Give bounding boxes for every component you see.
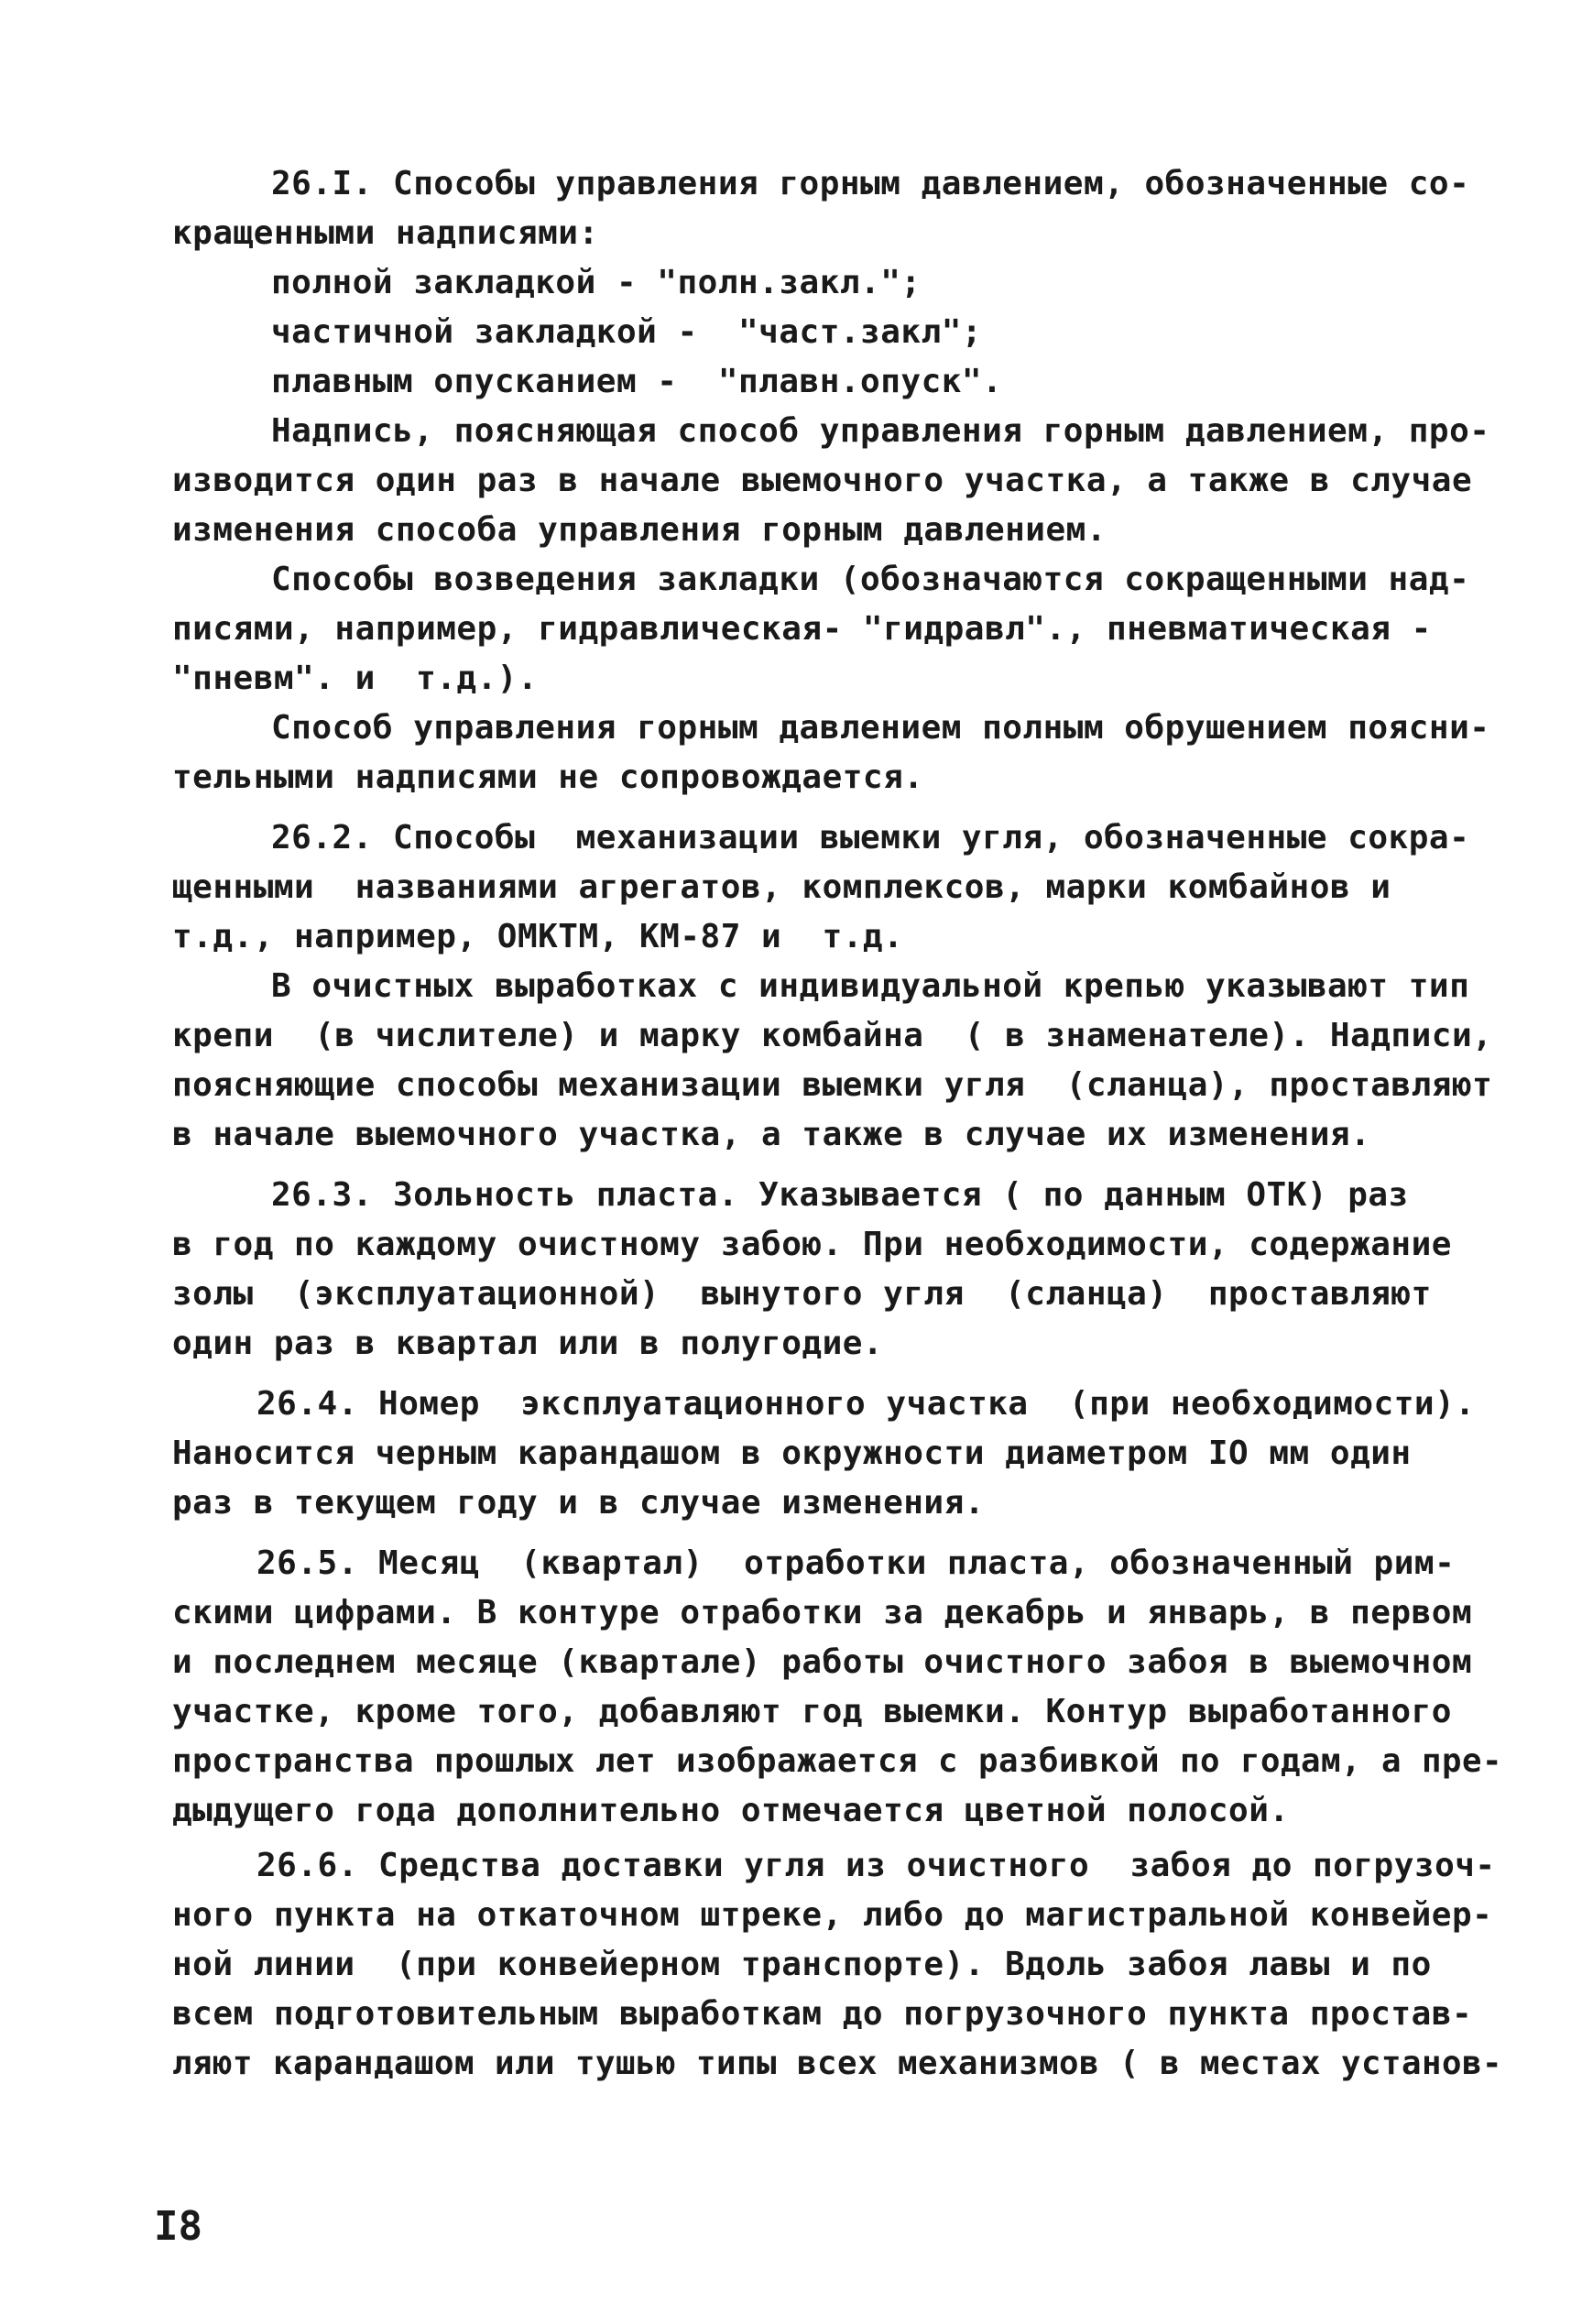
text-line: ной линии (при конвейерном транспорте). Вдоль забоя лавы и по [172,1946,1432,1983]
text-line: Надпись, поясняющая способ управления горным давлением, про- [271,412,1490,450]
text-line: участке, кроме того, добавляют год выемки. Контур выработанного [172,1693,1452,1730]
text-line: в начале выемочного участка, а также в случае их изменения. [172,1116,1371,1153]
text-line: в год по каждому очистному забою. При необходимости, содержание [172,1226,1452,1263]
text-line: кращенными надписями: [172,214,599,252]
text-line: дыдущего года дополнительно отмечается цветной полосой. [172,1792,1290,1829]
text-line: Способы возведения закладки (обозначаются сокращенными над- [271,561,1470,598]
text-line: один раз в квартал или в полугодие. [172,1325,884,1362]
page-number: I8 [154,2203,202,2250]
text-line: изменения способа управления горным давлением. [172,511,1107,549]
text-line: скими цифрами. В контуре отработки за декабрь и январь, в первом [172,1594,1473,1631]
text-line: частичной закладкой - "част.закл"; [271,313,983,351]
text-line: ляют карандашом или тушью типы всех механизмов ( в местах установ- [172,2045,1503,2082]
text-line: изводится один раз в начале выемочного участка, а также в случае [172,462,1473,499]
text-line: т.д., например, ОМКТМ, КМ-87 и т.д. [172,918,904,955]
text-line: и последнем месяце (квартале) работы очистного забоя в выемочном [172,1643,1473,1681]
text-line: В очистных выработках с индивидуальной крепью указывают тип [271,967,1470,1005]
text-line: "пневм". и т.д.). [172,660,539,697]
text-line: Способ управления горным давлением полным обрушением поясни- [271,709,1490,747]
text-line: щенными названиями агрегатов, комплексов, марки комбайнов и [172,868,1391,906]
text-line: золы (эксплуатационной) вынутого угля (сланца) проставляют [172,1275,1432,1313]
text-line: 26.5. Месяц (квартал) отработки пласта, обозначенный рим- [256,1544,1456,1582]
text-line: плавным опусканием - "плавн.опуск". [271,363,1003,400]
text-line: ного пункта на откаточном штреке, либо до магистральной конвейер- [172,1896,1493,1934]
text-line: 26.4. Номер эксплуатационного участка (при необходимости). [256,1385,1476,1423]
text-line: раз в текущем году и в случае изменения. [172,1484,985,1522]
text-line: 26.I. Способы управления горным давлением, обозначенные со- [271,165,1470,202]
text-line: писями, например, гидравлическая- "гидравл"., пневматическая - [172,610,1432,648]
text-line: 26.3. Зольность пласта. Указывается ( по данным ОТК) раз [271,1176,1409,1214]
text-line: 26.6. Средства доставки угля из очистного забоя до погрузоч- [256,1847,1496,1884]
text-line: тельными надписями не сопровождается. [172,758,924,796]
text-line: 26.2. Способы механизации выемки угля, обозначенные сокра- [271,819,1470,856]
text-line: поясняющие способы механизации выемки угля (сланца), проставляют [172,1066,1493,1104]
text-line: пространства прошлых лет изображается с разбивкой по годам, а пре- [172,1742,1503,1780]
text-line: полной закладкой - "полн.закл."; [271,264,922,301]
text-line: всем подготовительным выработкам до погрузочного пункта простав- [172,1995,1473,2033]
text-line: Наносится черным карандашом в окружности диаметром IO мм один [172,1435,1412,1472]
text-line: крепи (в числителе) и марку комбайна ( в знаменателе). Надписи, [172,1017,1493,1054]
